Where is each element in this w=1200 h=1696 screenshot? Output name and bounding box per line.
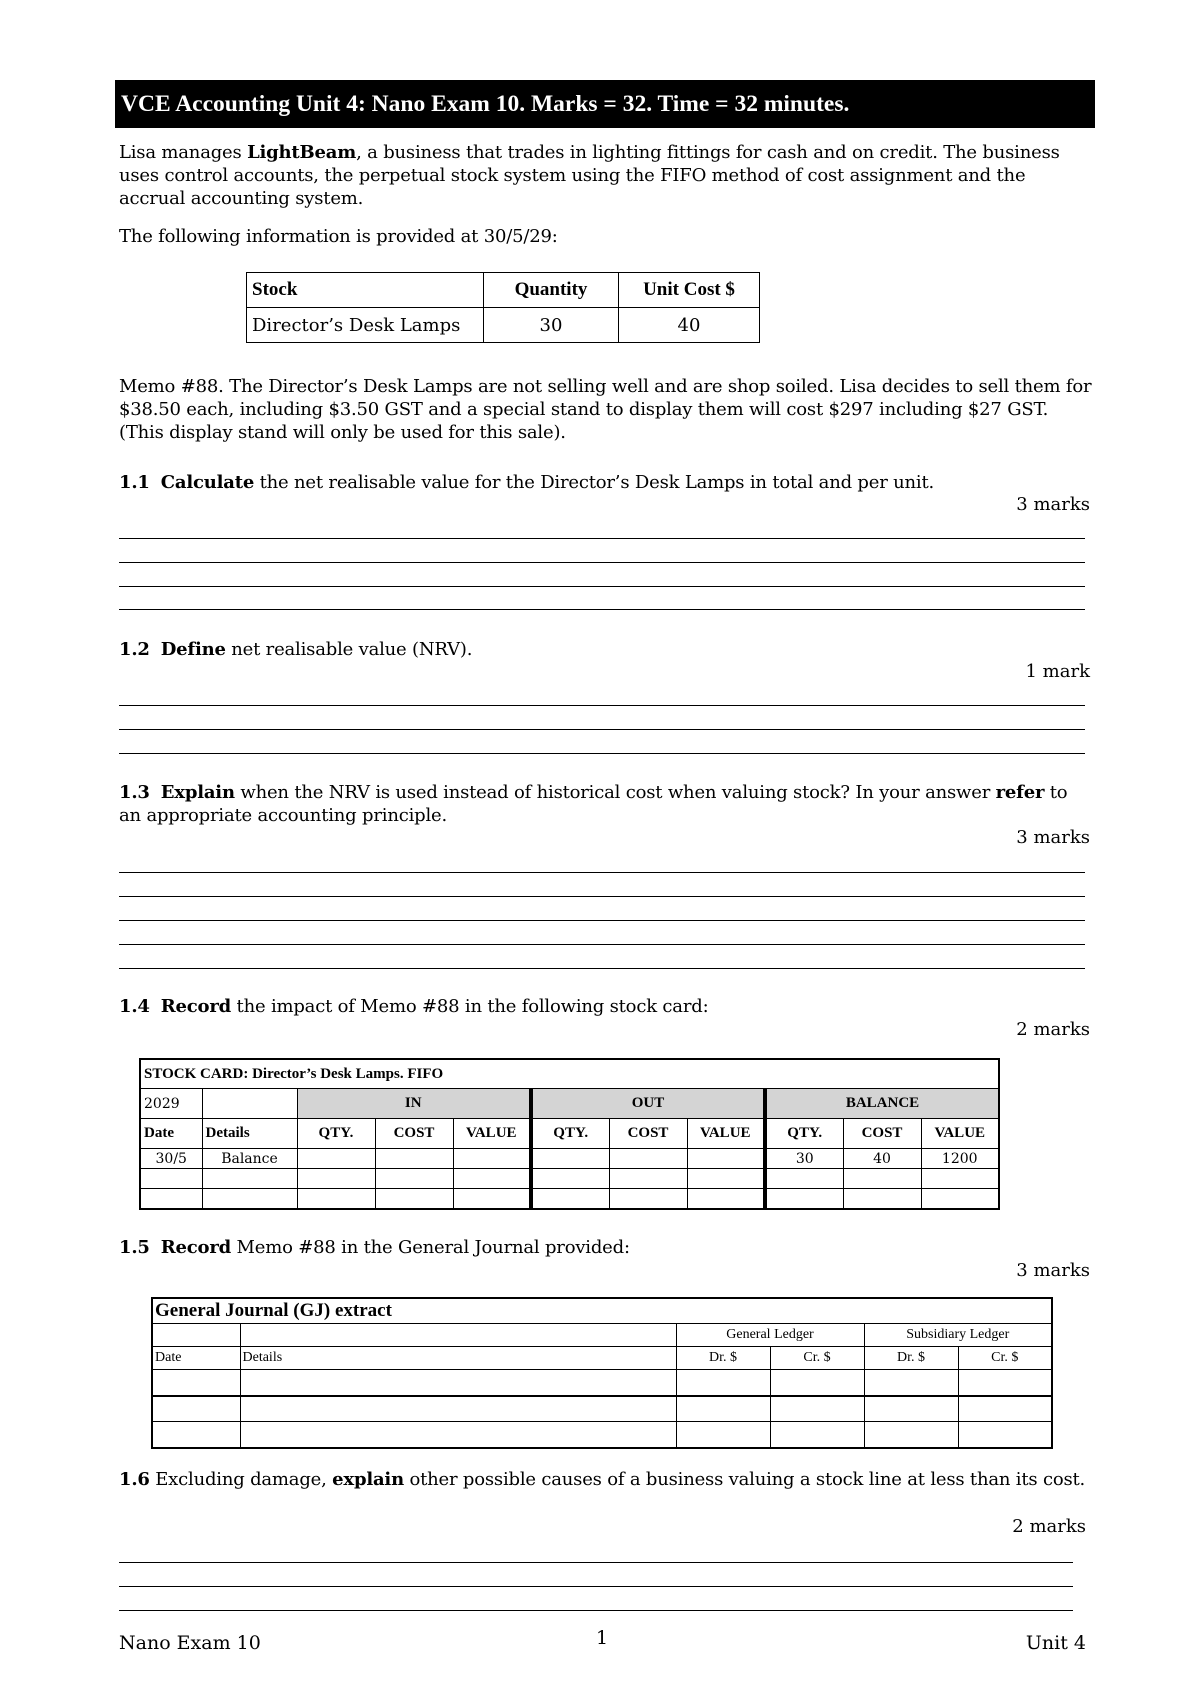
footer-left: Nano Exam 10 xyxy=(119,1632,261,1654)
question-1-4: 1.4 Record the impact of Memo #88 in the following stock card: xyxy=(119,996,709,1017)
marks-1-4: 2 marks xyxy=(1016,1019,1090,1040)
gj-col-details: Details xyxy=(240,1347,676,1370)
answer-line[interactable] xyxy=(119,753,1085,754)
intro-paragraph: Lisa manages LightBeam, a business that trades in lighting fittings for cash and on credit. The business uses control accounts, the perpetual stock system using the FIFO method of cost assignment and the accrual accounting system. xyxy=(119,142,1060,209)
answer-line[interactable] xyxy=(119,920,1085,921)
col-stock: Stock xyxy=(247,273,484,308)
quantity-cell: 30 xyxy=(484,308,619,343)
marks-1-3: 3 marks xyxy=(1016,827,1090,848)
group-out: OUT xyxy=(531,1089,765,1119)
col-in-value: VALUE xyxy=(453,1119,531,1149)
table-row xyxy=(140,1169,999,1189)
answer-line[interactable] xyxy=(119,729,1085,730)
marks-1-5: 3 marks xyxy=(1016,1260,1090,1281)
question-1-2: 1.2 Define net realisable value (NRV). xyxy=(119,639,473,660)
group-in: IN xyxy=(297,1089,531,1119)
col-out-qty: QTY. xyxy=(531,1119,609,1149)
gj-col-sl-cr: Cr. $ xyxy=(958,1347,1052,1370)
stock-card-title: STOCK CARD: Director’s Desk Lamps. FIFO xyxy=(140,1059,999,1089)
gj-col-gl-cr: Cr. $ xyxy=(770,1347,864,1370)
col-details: Details xyxy=(202,1119,297,1149)
marks-1-2: 1 mark xyxy=(1025,661,1090,682)
answer-line[interactable] xyxy=(119,1610,1073,1611)
table-row xyxy=(152,1396,1052,1422)
question-1-5: 1.5 Record Memo #88 in the General Journal provided: xyxy=(119,1237,630,1258)
gj-general-ledger: General Ledger xyxy=(676,1324,864,1347)
answer-line[interactable] xyxy=(119,896,1085,897)
gj-col-date: Date xyxy=(152,1347,240,1370)
answer-line[interactable] xyxy=(119,1562,1073,1563)
stock-name-cell: Director’s Desk Lamps xyxy=(247,308,484,343)
answer-line[interactable] xyxy=(119,562,1085,563)
col-bal-qty: QTY. xyxy=(765,1119,843,1149)
col-in-qty: QTY. xyxy=(297,1119,375,1149)
answer-line[interactable] xyxy=(119,586,1085,587)
table-row: 30/5 Balance 30 40 1200 xyxy=(140,1149,999,1169)
gj-col-gl-dr: Dr. $ xyxy=(676,1347,770,1370)
table-row xyxy=(140,1189,999,1210)
stock-card-year: 2029 xyxy=(140,1089,202,1119)
question-1-3: 1.3 Explain when the NRV is used instead of historical cost when valuing stock? In your answer refer to an appropriate accounting principle. xyxy=(119,782,1068,826)
memo-paragraph: Memo #88. The Director’s Desk Lamps are not selling well and are shop soiled. Lisa decides to sell them for $38.50 each, including $3.50 GST and a special stand to display them will cost $297 including $27 GST. (This display stand will only be used for this sale). xyxy=(119,376,1092,443)
answer-line[interactable] xyxy=(119,968,1085,969)
col-unit-cost: Unit Cost $ xyxy=(619,273,760,308)
stock-info-table xyxy=(246,272,760,343)
col-quantity: Quantity xyxy=(484,273,619,308)
general-journal-table xyxy=(151,1297,1053,1449)
col-out-value: VALUE xyxy=(687,1119,765,1149)
answer-line[interactable] xyxy=(119,705,1085,706)
question-1-1: 1.1 Calculate the net realisable value for the Director’s Desk Lamps in total and per unit. xyxy=(119,472,935,493)
answer-line[interactable] xyxy=(119,872,1085,873)
gj-col-sl-dr: Dr. $ xyxy=(864,1347,958,1370)
marks-1-1: 3 marks xyxy=(1016,494,1090,515)
answer-line[interactable] xyxy=(119,944,1085,945)
answer-line[interactable] xyxy=(119,538,1085,539)
table-row xyxy=(152,1422,1052,1448)
business-name: LightBeam xyxy=(247,142,357,163)
question-1-6: 1.6 Excluding damage, explain other possible causes of a business valuing a stock line at less than its cost. xyxy=(119,1469,1086,1490)
col-bal-cost: COST xyxy=(843,1119,921,1149)
col-bal-value: VALUE xyxy=(921,1119,999,1149)
marks-1-6: 2 marks xyxy=(1012,1516,1086,1537)
gj-title: General Journal (GJ) extract xyxy=(152,1298,1052,1324)
answer-line[interactable] xyxy=(119,1586,1073,1587)
gj-subsidiary-ledger: Subsidiary Ledger xyxy=(864,1324,1052,1347)
page-number: 1 xyxy=(596,1627,609,1649)
table-row xyxy=(152,1370,1052,1396)
stock-card-table xyxy=(139,1058,1000,1210)
info-date-line: The following information is provided at 30/5/29: xyxy=(119,226,558,247)
col-out-cost: COST xyxy=(609,1119,687,1149)
unit-cost-cell: 40 xyxy=(619,308,760,343)
col-date: Date xyxy=(140,1119,202,1149)
exam-title-banner: VCE Accounting Unit 4: Nano Exam 10. Marks = 32. Time = 32 minutes. xyxy=(115,80,1095,128)
footer-right: Unit 4 xyxy=(1025,1632,1086,1654)
group-balance: BALANCE xyxy=(765,1089,999,1119)
col-in-cost: COST xyxy=(375,1119,453,1149)
answer-line[interactable] xyxy=(119,609,1085,610)
